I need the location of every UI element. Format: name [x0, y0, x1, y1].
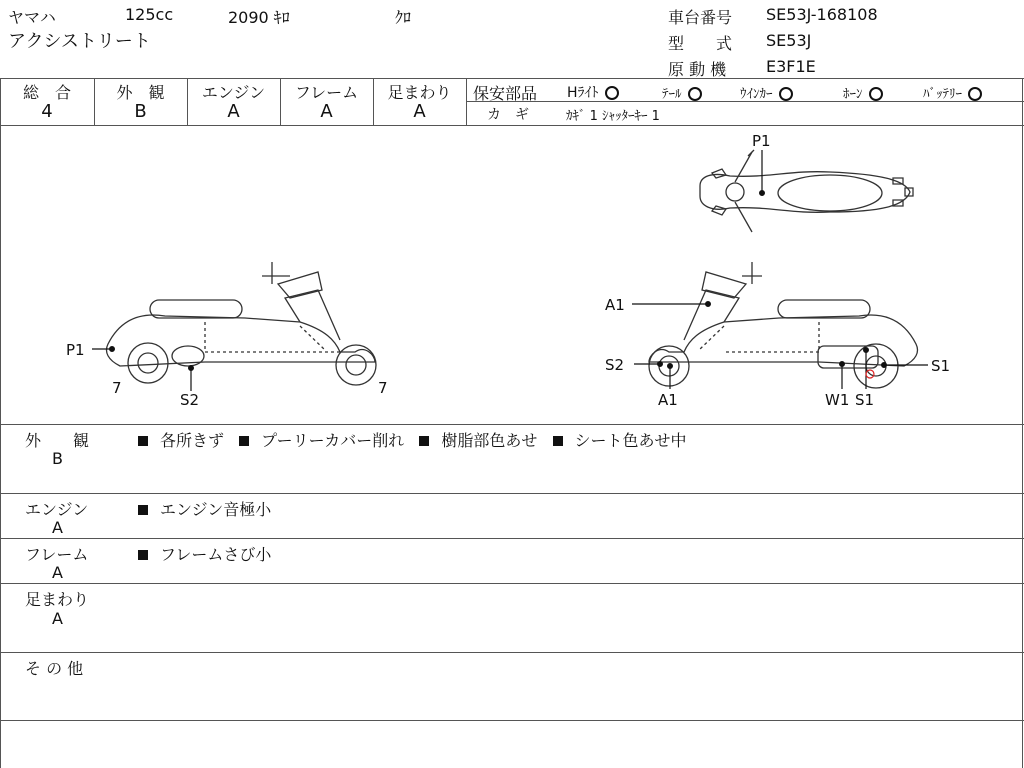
exterior-note: プーリーカバー削れ [261, 431, 405, 450]
label-right-s1: S1 [931, 357, 951, 375]
ok-mark-icon [869, 87, 883, 101]
divider [0, 583, 1024, 584]
exterior-grade: B [52, 449, 63, 468]
scooter-top-view [700, 150, 913, 232]
frame-no-label: 車台番号 [668, 8, 733, 27]
label-right-a1-bottom: A1 [658, 391, 678, 409]
ok-mark-icon [605, 86, 619, 100]
ok-mark-icon [779, 87, 793, 101]
engine-section-grade: A [52, 518, 63, 537]
label-right-s1-bottom: S1 [855, 391, 875, 409]
maker: ヤマハ [8, 8, 56, 27]
grade-exterior-value: B [134, 101, 147, 122]
label-left-s2: S2 [180, 391, 200, 409]
bullet-icon [138, 436, 148, 446]
grade-total-label: 総 合 [22, 83, 71, 102]
grade-frame-label: フレーム [294, 83, 359, 102]
ok-mark-icon [688, 87, 702, 101]
label-top-p1: P1 [752, 132, 771, 150]
grade-suspension-value: A [413, 101, 426, 122]
divider [0, 652, 1024, 653]
engine-section-label: エンジン [25, 500, 89, 519]
model-name: アクシストリート [8, 31, 151, 52]
safety-horn-label: ﾎｰﾝ [843, 87, 863, 102]
scooter-left-view [107, 262, 377, 385]
grade-suspension-label: 足まわり [387, 83, 452, 102]
bullet-icon [138, 505, 148, 515]
ok-mark-icon [968, 87, 982, 101]
engine-notes [138, 497, 281, 520]
divider [0, 720, 1024, 721]
other-section-label: そ の 他 [25, 659, 84, 678]
safety-horn [843, 83, 883, 102]
bullet-icon [138, 550, 148, 560]
divider [0, 78, 1, 768]
exterior-note: 各所きず [160, 431, 225, 450]
divider [0, 424, 1024, 425]
color: ｸﾛ [395, 8, 412, 27]
exterior-note: シート色あせ中 [574, 431, 687, 450]
divider [1022, 78, 1023, 768]
frame-section-label: フレーム [25, 545, 89, 564]
grade-engine-label: エンジン [201, 83, 266, 102]
exterior-notes [138, 428, 697, 451]
engine-note: エンジン音極小 [160, 500, 272, 519]
bullet-icon [419, 436, 429, 446]
grade-exterior-label: 外 観 [116, 83, 165, 102]
suspension-section-grade: A [52, 609, 63, 628]
safety-label: 保安部品 [473, 84, 538, 103]
grade-total-value: 4 [41, 101, 53, 122]
scooter-damage-diagram [0, 126, 1024, 423]
safety-headlight [567, 82, 619, 102]
label-left-7b: 7 [378, 379, 388, 397]
divider [0, 493, 1024, 494]
engine-label: 原 動 機 [668, 60, 727, 79]
bullet-icon [239, 436, 249, 446]
safety-winker-label: ｳｲﾝｶｰ [740, 87, 773, 102]
label-right-s2: S2 [605, 356, 625, 374]
displacement: 125cc [125, 5, 174, 24]
frame-section-grade: A [52, 563, 63, 582]
safety-battery-label: ﾊﾞｯﾃﾘｰ [923, 87, 962, 102]
suspension-section-label: 足まわり [25, 590, 90, 609]
label-right-w1: W1 [825, 391, 850, 409]
key-label: カ ギ [487, 107, 529, 123]
engine-value: E3F1E [766, 57, 816, 76]
exterior-label: 外 観 [25, 431, 90, 450]
frame-note: フレームさび小 [160, 545, 272, 564]
key-value: ｶｷﾞ 1 ｼｬｯﾀｰｷｰ 1 [566, 109, 660, 124]
label-left-p1: P1 [66, 341, 85, 359]
divider [0, 538, 1024, 539]
safety-headlight-label: Hﾗｲﾄ [567, 85, 599, 101]
scooter-right-view [649, 262, 918, 388]
exterior-note: 樹脂部色あせ [441, 431, 538, 450]
divider [0, 78, 1024, 79]
safety-winker [740, 83, 793, 102]
label-right-a1-top: A1 [605, 296, 625, 314]
mileage: 2090 ｷﾛ [228, 8, 290, 27]
type-label: 型 式 [668, 34, 733, 53]
safety-tail-label: ﾃｰﾙ [662, 87, 682, 102]
safety-battery [923, 83, 982, 102]
grade-frame-value: A [320, 101, 333, 122]
safety-tail [662, 83, 702, 102]
type-value: SE53J [766, 31, 812, 50]
frame-no: SE53J-168108 [766, 5, 878, 24]
grade-engine-value: A [227, 101, 240, 122]
frame-notes [138, 542, 281, 565]
bullet-icon [553, 436, 563, 446]
label-left-7a: 7 [112, 379, 122, 397]
